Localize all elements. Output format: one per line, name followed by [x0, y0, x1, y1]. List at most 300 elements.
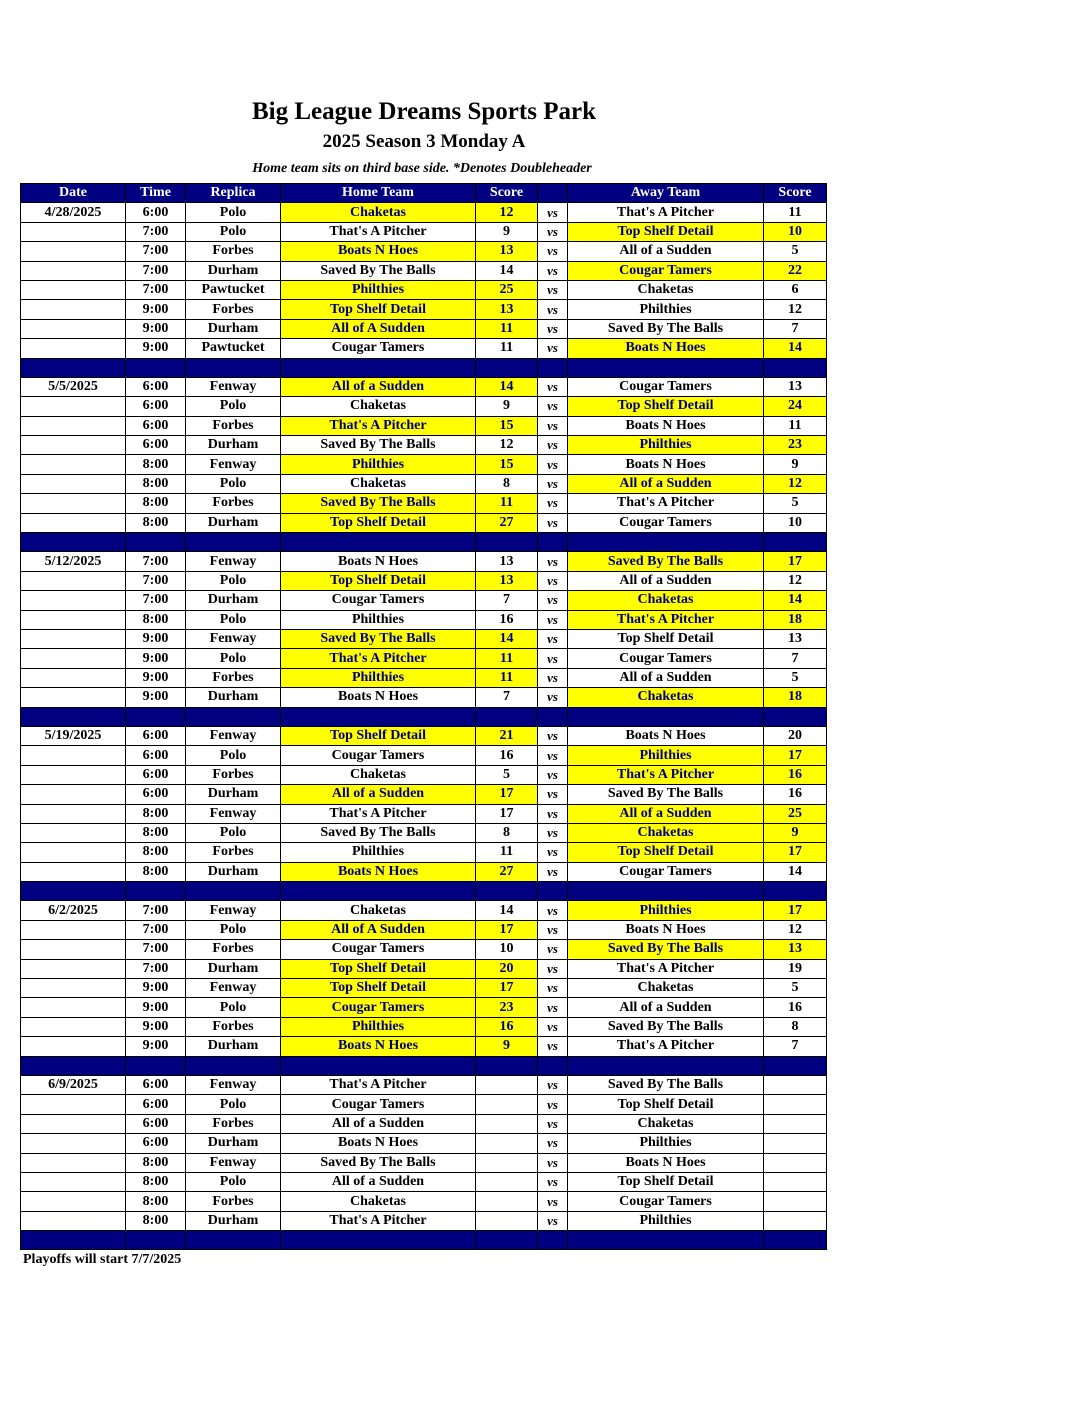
time-cell: 6:00 — [126, 765, 186, 784]
game-row — [21, 242, 827, 261]
date-cell — [21, 436, 126, 455]
replica-field-cell: Pawtucket — [186, 339, 281, 358]
time-cell: 9:00 — [126, 668, 186, 687]
col-header-away-team: Away Team — [568, 184, 764, 203]
home-score-cell: 11 — [476, 339, 538, 358]
home-score-cell: 21 — [476, 726, 538, 745]
separator-cell — [476, 533, 538, 552]
date-cell — [21, 668, 126, 687]
game-row — [21, 1075, 827, 1094]
game-row — [21, 1211, 827, 1230]
away-score-cell: 12 — [764, 300, 827, 319]
home-team-cell: Boats N Hoes — [281, 552, 476, 571]
replica-field-cell: Polo — [186, 920, 281, 939]
date-cell — [21, 1172, 126, 1191]
replica-field-cell: Polo — [186, 649, 281, 668]
game-row — [21, 629, 827, 648]
away-score-cell: 17 — [764, 552, 827, 571]
time-cell: 6:00 — [126, 785, 186, 804]
time-cell: 8:00 — [126, 843, 186, 862]
away-team-cell: Top Shelf Detail — [568, 222, 764, 241]
date-cell — [21, 455, 126, 474]
separator-cell — [186, 1231, 281, 1250]
away-team-cell: Cougar Tamers — [568, 1192, 764, 1211]
date-cell — [21, 1095, 126, 1114]
replica-field-cell: Durham — [186, 513, 281, 532]
home-score-cell: 12 — [476, 203, 538, 222]
home-score-cell — [476, 1114, 538, 1133]
week-separator-row — [21, 882, 827, 901]
home-team-cell: Top Shelf Detail — [281, 726, 476, 745]
vs-cell: vs — [538, 843, 568, 862]
home-score-cell: 14 — [476, 377, 538, 396]
vs-cell: vs — [538, 1192, 568, 1211]
date-cell — [21, 629, 126, 648]
separator-cell — [568, 1231, 764, 1250]
game-row — [21, 552, 827, 571]
replica-field-cell: Fenway — [186, 726, 281, 745]
away-score-cell: 5 — [764, 979, 827, 998]
date-cell — [21, 1134, 126, 1153]
away-team-cell: All of a Sudden — [568, 474, 764, 493]
vs-cell: vs — [538, 203, 568, 222]
away-score-cell: 25 — [764, 804, 827, 823]
away-score-cell: 12 — [764, 571, 827, 590]
date-cell — [21, 1114, 126, 1133]
away-team-cell: Top Shelf Detail — [568, 629, 764, 648]
schedule-note: Home team sits on third base side. *Denotes Doubleheader — [252, 161, 592, 176]
away-score-cell: 23 — [764, 436, 827, 455]
away-score-cell: 16 — [764, 765, 827, 784]
away-team-cell: Saved By The Balls — [568, 552, 764, 571]
date-cell — [21, 1037, 126, 1056]
col-header-vs — [538, 184, 568, 203]
time-cell: 9:00 — [126, 979, 186, 998]
home-score-cell: 13 — [476, 571, 538, 590]
game-row — [21, 494, 827, 513]
replica-field-cell: Durham — [186, 1211, 281, 1230]
away-score-cell: 7 — [764, 319, 827, 338]
replica-field-cell: Fenway — [186, 455, 281, 474]
vs-cell: vs — [538, 746, 568, 765]
away-team-cell: Chaketas — [568, 591, 764, 610]
replica-field-cell: Forbes — [186, 300, 281, 319]
date-cell — [21, 300, 126, 319]
separator-cell — [186, 533, 281, 552]
separator-cell — [476, 358, 538, 377]
game-row — [21, 1192, 827, 1211]
away-score-cell — [764, 1192, 827, 1211]
home-score-cell: 11 — [476, 494, 538, 513]
home-score-cell: 15 — [476, 455, 538, 474]
home-team-cell: Cougar Tamers — [281, 746, 476, 765]
vs-cell: vs — [538, 552, 568, 571]
away-score-cell: 14 — [764, 591, 827, 610]
away-score-cell: 13 — [764, 940, 827, 959]
away-team-cell: Saved By The Balls — [568, 1075, 764, 1094]
time-cell: 8:00 — [126, 1172, 186, 1191]
time-cell: 8:00 — [126, 862, 186, 881]
vs-cell: vs — [538, 901, 568, 920]
away-score-cell — [764, 1153, 827, 1172]
time-cell: 9:00 — [126, 339, 186, 358]
separator-cell — [538, 882, 568, 901]
time-cell: 7:00 — [126, 280, 186, 299]
home-score-cell — [476, 1095, 538, 1114]
time-cell: 7:00 — [126, 571, 186, 590]
time-cell: 8:00 — [126, 455, 186, 474]
time-cell: 7:00 — [126, 901, 186, 920]
date-cell: 5/19/2025 — [21, 726, 126, 745]
game-row — [21, 455, 827, 474]
game-row — [21, 765, 827, 784]
game-row — [21, 222, 827, 241]
date-cell — [21, 222, 126, 241]
home-team-cell: That's A Pitcher — [281, 222, 476, 241]
date-cell — [21, 494, 126, 513]
vs-cell: vs — [538, 494, 568, 513]
home-score-cell: 17 — [476, 804, 538, 823]
replica-field-cell: Forbes — [186, 494, 281, 513]
away-score-cell: 5 — [764, 242, 827, 261]
time-cell: 6:00 — [126, 1095, 186, 1114]
separator-cell — [281, 707, 476, 726]
away-score-cell: 12 — [764, 920, 827, 939]
replica-field-cell: Fenway — [186, 979, 281, 998]
date-cell — [21, 823, 126, 842]
vs-cell: vs — [538, 765, 568, 784]
away-team-cell: Philthies — [568, 1211, 764, 1230]
away-team-cell: That's A Pitcher — [568, 203, 764, 222]
game-row — [21, 339, 827, 358]
date-cell — [21, 1192, 126, 1211]
away-score-cell — [764, 1075, 827, 1094]
vs-cell: vs — [538, 823, 568, 842]
vs-cell: vs — [538, 1017, 568, 1036]
separator-cell — [538, 1231, 568, 1250]
time-cell: 7:00 — [126, 940, 186, 959]
home-team-cell: Chaketas — [281, 1192, 476, 1211]
time-cell: 8:00 — [126, 823, 186, 842]
away-team-cell: Boats N Hoes — [568, 416, 764, 435]
game-row — [21, 397, 827, 416]
home-team-cell: Cougar Tamers — [281, 1095, 476, 1114]
home-score-cell: 11 — [476, 843, 538, 862]
away-score-cell: 5 — [764, 494, 827, 513]
away-score-cell: 16 — [764, 785, 827, 804]
home-score-cell — [476, 1192, 538, 1211]
vs-cell: vs — [538, 416, 568, 435]
date-cell — [21, 416, 126, 435]
time-cell: 6:00 — [126, 377, 186, 396]
game-row — [21, 436, 827, 455]
home-team-cell: All of a Sudden — [281, 1172, 476, 1191]
game-row — [21, 377, 827, 396]
date-cell — [21, 688, 126, 707]
time-cell: 7:00 — [126, 222, 186, 241]
time-cell: 8:00 — [126, 1211, 186, 1230]
replica-field-cell: Polo — [186, 823, 281, 842]
replica-field-cell: Fenway — [186, 552, 281, 571]
away-team-cell: That's A Pitcher — [568, 494, 764, 513]
away-score-cell: 22 — [764, 261, 827, 280]
home-score-cell: 8 — [476, 823, 538, 842]
col-header-time: Time — [126, 184, 186, 203]
time-cell: 7:00 — [126, 959, 186, 978]
home-team-cell: Saved By The Balls — [281, 823, 476, 842]
replica-field-cell: Durham — [186, 591, 281, 610]
away-score-cell: 7 — [764, 1037, 827, 1056]
home-score-cell: 11 — [476, 649, 538, 668]
vs-cell: vs — [538, 513, 568, 532]
replica-field-cell: Durham — [186, 688, 281, 707]
home-team-cell: Top Shelf Detail — [281, 513, 476, 532]
home-team-cell: Boats N Hoes — [281, 1037, 476, 1056]
away-team-cell: All of a Sudden — [568, 571, 764, 590]
away-score-cell: 14 — [764, 339, 827, 358]
away-score-cell: 17 — [764, 843, 827, 862]
replica-field-cell: Polo — [186, 474, 281, 493]
home-score-cell: 8 — [476, 474, 538, 493]
time-cell: 6:00 — [126, 436, 186, 455]
date-cell — [21, 242, 126, 261]
away-team-cell: All of a Sudden — [568, 668, 764, 687]
home-score-cell: 17 — [476, 785, 538, 804]
date-cell — [21, 319, 126, 338]
away-team-cell: Top Shelf Detail — [568, 1095, 764, 1114]
vs-cell: vs — [538, 377, 568, 396]
home-score-cell: 13 — [476, 242, 538, 261]
vs-cell: vs — [538, 998, 568, 1017]
away-team-cell: Saved By The Balls — [568, 319, 764, 338]
away-team-cell: Boats N Hoes — [568, 920, 764, 939]
game-row — [21, 571, 827, 590]
away-team-cell: Cougar Tamers — [568, 261, 764, 280]
game-row — [21, 300, 827, 319]
home-score-cell: 17 — [476, 920, 538, 939]
date-cell — [21, 746, 126, 765]
separator-cell — [538, 707, 568, 726]
away-team-cell: That's A Pitcher — [568, 1037, 764, 1056]
col-header-replica: Replica — [186, 184, 281, 203]
away-score-cell: 18 — [764, 688, 827, 707]
date-cell — [21, 571, 126, 590]
replica-field-cell: Fenway — [186, 1075, 281, 1094]
time-cell: 8:00 — [126, 494, 186, 513]
replica-field-cell: Polo — [186, 746, 281, 765]
replica-field-cell: Forbes — [186, 843, 281, 862]
home-score-cell: 25 — [476, 280, 538, 299]
date-cell — [21, 959, 126, 978]
away-score-cell: 7 — [764, 649, 827, 668]
separator-cell — [764, 707, 827, 726]
time-cell: 8:00 — [126, 474, 186, 493]
vs-cell: vs — [538, 571, 568, 590]
game-row — [21, 746, 827, 765]
replica-field-cell: Polo — [186, 1172, 281, 1191]
date-cell — [21, 843, 126, 862]
away-score-cell: 11 — [764, 416, 827, 435]
separator-cell — [126, 358, 186, 377]
separator-cell — [281, 533, 476, 552]
season-subtitle: 2025 Season 3 Monday A — [322, 131, 526, 152]
home-score-cell — [476, 1172, 538, 1191]
home-team-cell: That's A Pitcher — [281, 649, 476, 668]
separator-cell — [538, 533, 568, 552]
time-cell: 9:00 — [126, 300, 186, 319]
home-team-cell: Top Shelf Detail — [281, 571, 476, 590]
replica-field-cell: Durham — [186, 959, 281, 978]
home-score-cell: 16 — [476, 610, 538, 629]
home-team-cell: Boats N Hoes — [281, 862, 476, 881]
game-row — [21, 1095, 827, 1114]
away-score-cell: 17 — [764, 746, 827, 765]
vs-cell: vs — [538, 1153, 568, 1172]
replica-field-cell: Pawtucket — [186, 280, 281, 299]
away-score-cell: 18 — [764, 610, 827, 629]
home-team-cell: Top Shelf Detail — [281, 959, 476, 978]
separator-cell — [476, 882, 538, 901]
away-score-cell: 13 — [764, 629, 827, 648]
home-team-cell: Cougar Tamers — [281, 591, 476, 610]
away-score-cell: 16 — [764, 998, 827, 1017]
game-row — [21, 688, 827, 707]
home-team-cell: Philthies — [281, 280, 476, 299]
away-team-cell: That's A Pitcher — [568, 610, 764, 629]
home-score-cell: 11 — [476, 668, 538, 687]
week-separator-row — [21, 1056, 827, 1075]
time-cell: 8:00 — [126, 804, 186, 823]
home-score-cell: 12 — [476, 436, 538, 455]
home-team-cell: Chaketas — [281, 901, 476, 920]
home-team-cell: Boats N Hoes — [281, 688, 476, 707]
vs-cell: vs — [538, 474, 568, 493]
home-score-cell: 14 — [476, 901, 538, 920]
away-score-cell: 9 — [764, 455, 827, 474]
away-score-cell: 13 — [764, 377, 827, 396]
time-cell: 9:00 — [126, 998, 186, 1017]
separator-cell — [538, 358, 568, 377]
date-cell — [21, 920, 126, 939]
home-team-cell: Saved By The Balls — [281, 629, 476, 648]
separator-cell — [568, 533, 764, 552]
game-row — [21, 416, 827, 435]
vs-cell: vs — [538, 862, 568, 881]
separator-cell — [186, 358, 281, 377]
separator-cell — [281, 1056, 476, 1075]
date-cell — [21, 998, 126, 1017]
time-cell: 8:00 — [126, 1192, 186, 1211]
game-row — [21, 1134, 827, 1153]
away-team-cell: Chaketas — [568, 688, 764, 707]
away-score-cell — [764, 1114, 827, 1133]
date-cell — [21, 804, 126, 823]
home-team-cell: Philthies — [281, 668, 476, 687]
game-row — [21, 843, 827, 862]
vs-cell: vs — [538, 397, 568, 416]
replica-field-cell: Forbes — [186, 765, 281, 784]
home-team-cell: That's A Pitcher — [281, 1211, 476, 1230]
separator-cell — [21, 707, 126, 726]
date-cell — [21, 610, 126, 629]
home-score-cell — [476, 1211, 538, 1230]
away-team-cell: All of a Sudden — [568, 804, 764, 823]
vs-cell: vs — [538, 1037, 568, 1056]
vs-cell: vs — [538, 610, 568, 629]
home-team-cell: Philthies — [281, 610, 476, 629]
home-team-cell: All of A Sudden — [281, 319, 476, 338]
home-team-cell: That's A Pitcher — [281, 416, 476, 435]
vs-cell: vs — [538, 1114, 568, 1133]
replica-field-cell: Forbes — [186, 1017, 281, 1036]
date-cell — [21, 765, 126, 784]
home-team-cell: Saved By The Balls — [281, 261, 476, 280]
vs-cell: vs — [538, 242, 568, 261]
vs-cell: vs — [538, 436, 568, 455]
home-score-cell: 27 — [476, 862, 538, 881]
home-score-cell: 15 — [476, 416, 538, 435]
separator-cell — [764, 1056, 827, 1075]
game-row — [21, 804, 827, 823]
home-score-cell — [476, 1134, 538, 1153]
replica-field-cell: Fenway — [186, 629, 281, 648]
week-separator-row — [21, 533, 827, 552]
vs-cell: vs — [538, 280, 568, 299]
home-team-cell: Chaketas — [281, 765, 476, 784]
replica-field-cell: Forbes — [186, 940, 281, 959]
home-team-cell: Cougar Tamers — [281, 940, 476, 959]
game-row — [21, 668, 827, 687]
table-header-row — [21, 184, 827, 203]
game-row — [21, 1153, 827, 1172]
away-team-cell: Cougar Tamers — [568, 862, 764, 881]
vs-cell: vs — [538, 804, 568, 823]
home-score-cell: 9 — [476, 222, 538, 241]
vs-cell: vs — [538, 920, 568, 939]
separator-cell — [568, 707, 764, 726]
home-team-cell: Saved By The Balls — [281, 436, 476, 455]
replica-field-cell: Durham — [186, 1037, 281, 1056]
game-row — [21, 1114, 827, 1133]
home-team-cell: Boats N Hoes — [281, 242, 476, 261]
home-score-cell: 14 — [476, 629, 538, 648]
vs-cell: vs — [538, 319, 568, 338]
vs-cell: vs — [538, 455, 568, 474]
date-cell — [21, 474, 126, 493]
game-row — [21, 959, 827, 978]
vs-cell: vs — [538, 1095, 568, 1114]
separator-cell — [281, 358, 476, 377]
time-cell: 6:00 — [126, 746, 186, 765]
game-row — [21, 1017, 827, 1036]
separator-cell — [568, 1056, 764, 1075]
away-team-cell: Saved By The Balls — [568, 940, 764, 959]
date-cell — [21, 1017, 126, 1036]
away-team-cell: Cougar Tamers — [568, 649, 764, 668]
home-score-cell — [476, 1153, 538, 1172]
home-score-cell: 14 — [476, 261, 538, 280]
separator-cell — [21, 533, 126, 552]
game-row — [21, 319, 827, 338]
away-team-cell: Saved By The Balls — [568, 785, 764, 804]
time-cell: 7:00 — [126, 920, 186, 939]
away-score-cell — [764, 1134, 827, 1153]
week-separator-row — [21, 358, 827, 377]
away-team-cell: Philthies — [568, 436, 764, 455]
game-row — [21, 979, 827, 998]
time-cell: 6:00 — [126, 397, 186, 416]
separator-cell — [568, 882, 764, 901]
